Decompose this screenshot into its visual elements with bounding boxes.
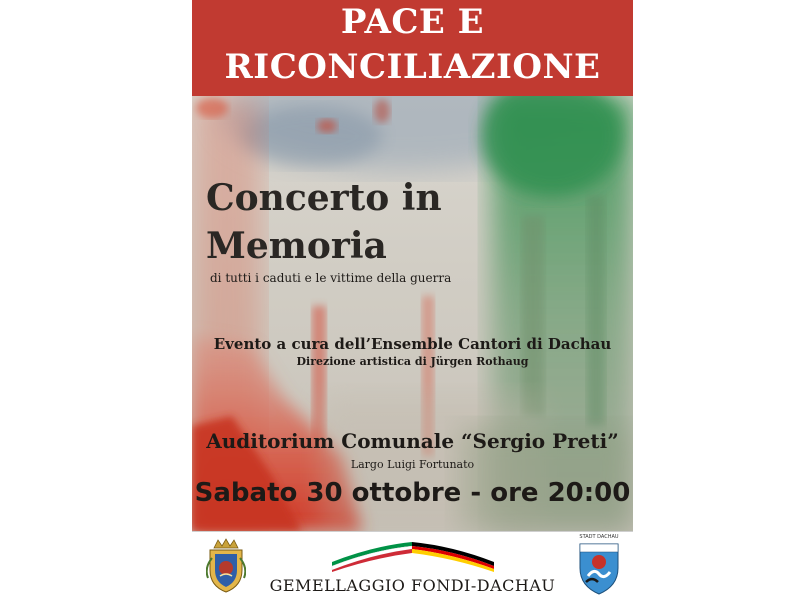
header-line-2: RICONCILIAZIONE (224, 47, 601, 87)
title-line-1: Concerto in (206, 177, 442, 219)
artwork-background (192, 96, 633, 531)
event-direction: Direzione artistica di Jürgen Rothaug (296, 355, 529, 368)
italy-germany-flag-ribbons-icon (328, 536, 498, 572)
venue-address: Largo Luigi Fortunato (350, 458, 475, 471)
header-line-1: PACE E (340, 2, 485, 42)
poster-footer (192, 531, 633, 600)
event-organizer: Evento a cura dell’Ensemble Cantori di Dachau (213, 335, 612, 353)
title-line-2: Memoria (206, 225, 387, 267)
concert-poster (192, 0, 633, 600)
poster-header (192, 0, 633, 96)
venue-name: Auditorium Comunale “Sergio Preti” (206, 429, 619, 453)
dachau-crest-label: STADT DACHAU (579, 534, 619, 540)
event-datetime: Sabato 30 ottobre - ore 20:00 (194, 478, 631, 508)
title-subtitle: di tutti i caduti e le vittime della guerra (210, 271, 452, 285)
footer-title: GEMELLAGGIO FONDI-DACHAU (269, 576, 556, 595)
